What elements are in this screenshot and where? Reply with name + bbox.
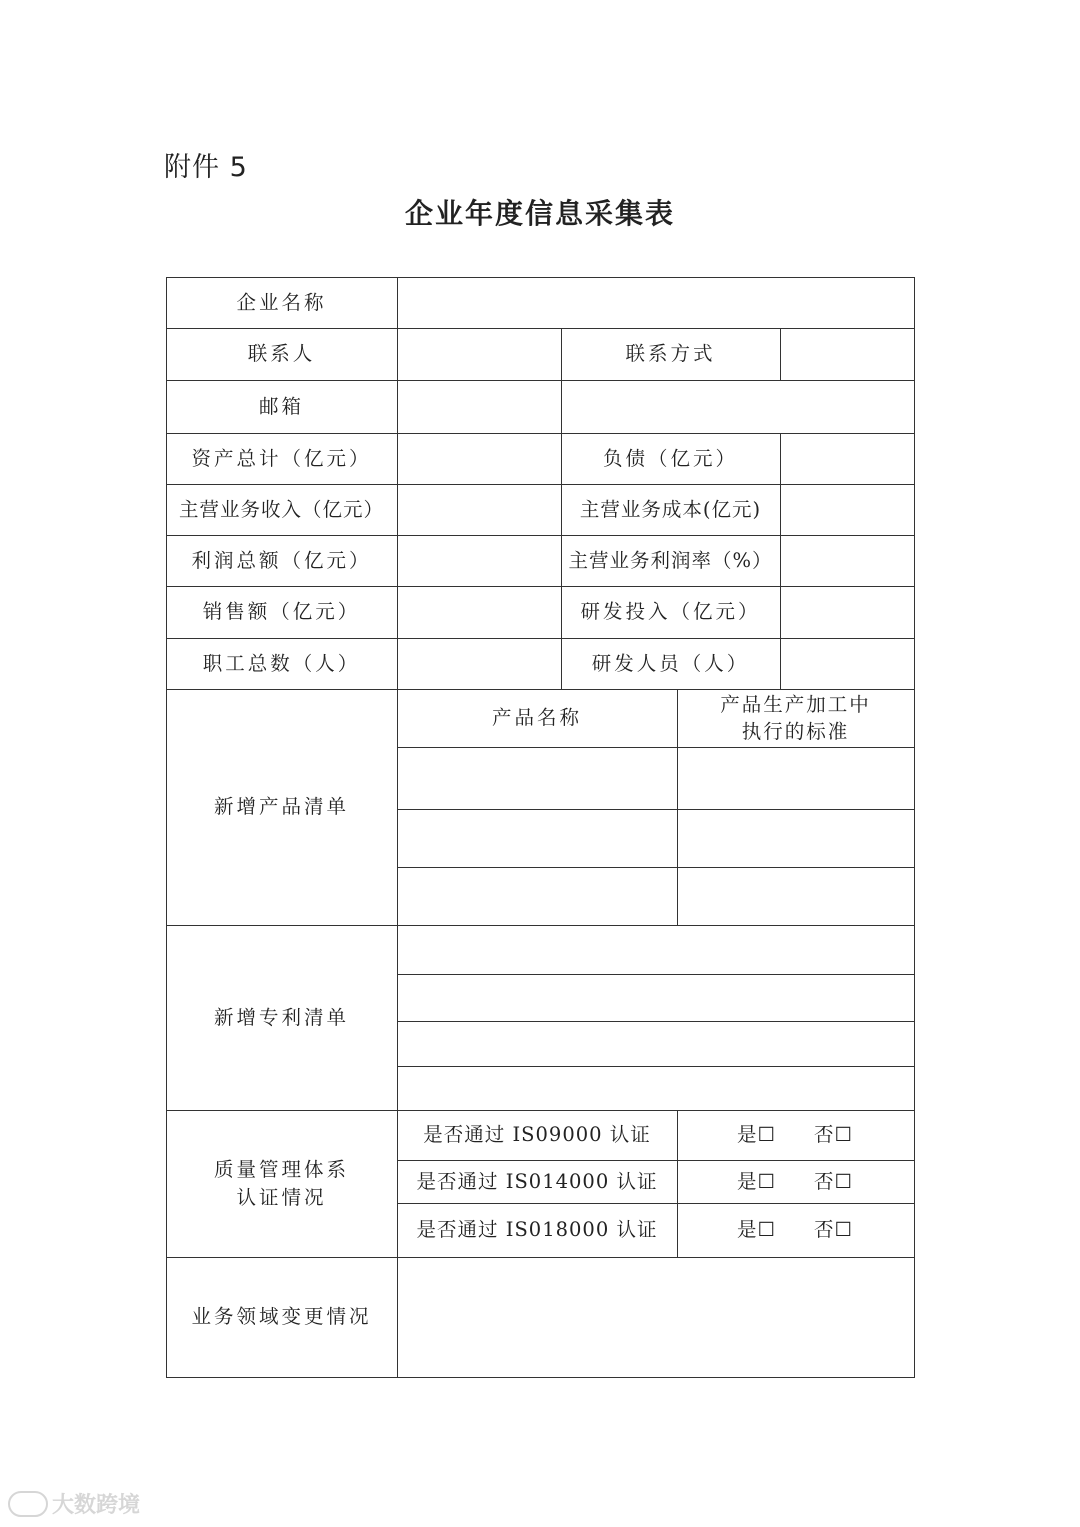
cert-iso9000-yes-checkbox[interactable]: 是☐ [737,1123,776,1146]
contact-person-field[interactable] [397,328,561,380]
product-standard-header: 产品生产加工中 执行的标准 [720,693,871,743]
total-staff-label: 职工总数（人） [202,651,361,675]
new-products-label: 新增产品清单 [213,795,349,818]
patent-field-4[interactable] [397,1066,914,1110]
patent-field-2[interactable] [397,974,914,1021]
cert-iso18000-yes-checkbox[interactable]: 是☐ [737,1218,776,1241]
rd-investment-field[interactable] [780,586,914,638]
main-profit-rate-label: 主营业务利润率（%） [568,548,773,572]
liabilities-field[interactable] [780,433,914,484]
total-staff-field[interactable] [397,638,561,689]
main-cost-field[interactable] [780,484,914,535]
product-standard-field-2[interactable] [677,809,914,867]
watermark [8,1488,140,1519]
total-assets-field[interactable] [397,433,561,484]
total-profit-label: 利润总额（亿元） [191,548,372,572]
form-title: 企业年度信息采集表 [404,197,675,230]
cert-iso14000-no-checkbox[interactable]: 否☐ [814,1169,853,1193]
main-revenue-label: 主营业务收入（亿元） [178,497,384,521]
cert-iso14000-yes-checkbox[interactable]: 是☐ [737,1169,776,1193]
cert-iso9000-options [677,1110,914,1160]
patent-field-1[interactable] [397,925,914,974]
patent-field-3[interactable] [397,1021,914,1066]
total-assets-label: 资产总计（亿元） [191,446,372,470]
company-name-field[interactable] [397,277,914,328]
product-name-field-3[interactable] [397,867,677,925]
cert-iso18000-label: 是否通过 IS018000 认证 [416,1218,658,1241]
sales-field[interactable] [397,586,561,638]
product-standard-field-1[interactable] [677,747,914,809]
cert-iso14000-label: 是否通过 IS014000 认证 [416,1169,658,1193]
cert-iso18000-options [677,1203,914,1257]
main-cost-label: 主营业务成本(亿元) [579,497,762,521]
main-profit-rate-field[interactable] [780,535,914,586]
quality-system-label: 质量管理体系 认证情况 [213,1157,349,1209]
contact-method-field[interactable] [780,328,914,380]
attachment-label: 附件 5 [164,152,248,183]
cert-iso14000-options [677,1160,914,1203]
rd-staff-field[interactable] [780,638,914,689]
new-patents-label: 新增专利清单 [213,1005,349,1029]
liabilities-label: 负债（亿元） [602,446,738,470]
business-change-label: 业务领域变更情况 [191,1305,372,1328]
email-field[interactable] [397,380,914,433]
rd-staff-label: 研发人员（人） [591,651,750,675]
product-name-header: 产品名称 [491,706,582,729]
email-label: 邮箱 [258,394,304,418]
contact-person-label: 联系人 [247,342,316,365]
cert-iso9000-no-checkbox[interactable]: 否☐ [814,1123,853,1146]
watermark-logo-icon [8,1491,48,1517]
company-name-label: 企业名称 [236,290,327,314]
cert-iso9000-label: 是否通过 IS09000 认证 [423,1123,651,1146]
product-standard-field-3[interactable] [677,867,914,925]
total-profit-field[interactable] [397,535,561,586]
watermark-text: 大数跨境 [52,1493,141,1518]
contact-method-label: 联系方式 [625,342,716,365]
rd-investment-label: 研发投入（亿元） [580,600,761,623]
product-name-field-1[interactable] [397,747,677,809]
sales-label: 销售额（亿元） [202,600,361,623]
business-change-field[interactable] [397,1257,914,1377]
cert-iso18000-no-checkbox[interactable]: 否☐ [814,1218,853,1241]
product-name-field-2[interactable] [397,809,677,867]
main-revenue-field[interactable] [397,484,561,535]
